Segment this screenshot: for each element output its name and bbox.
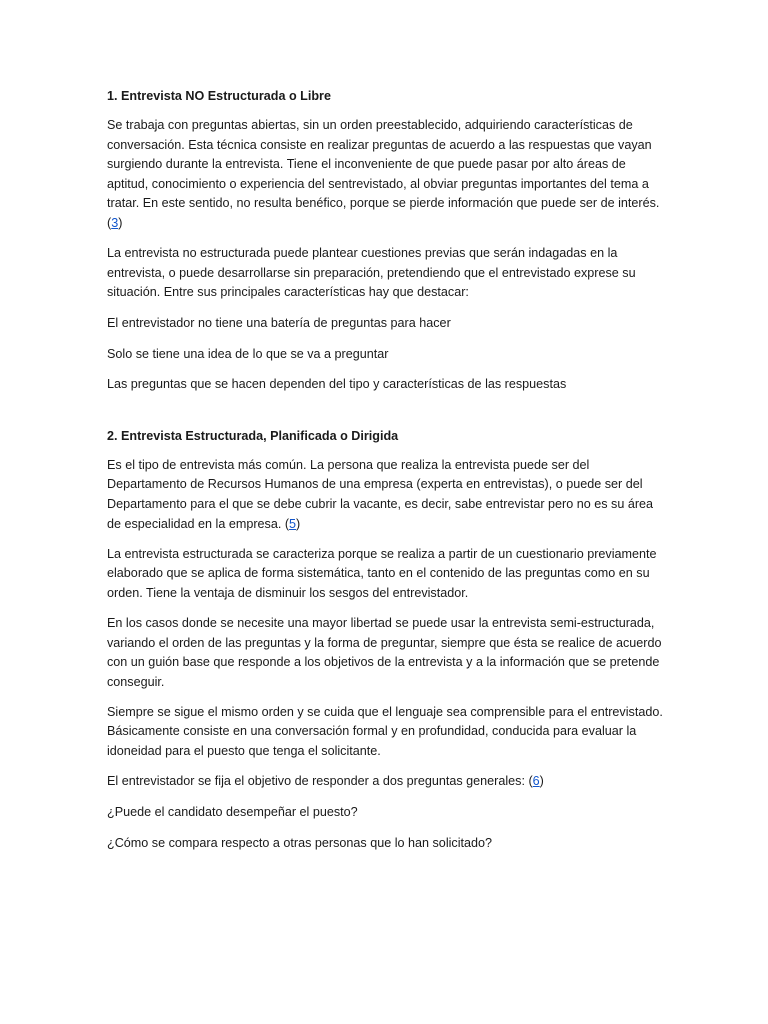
question-2: ¿Cómo se compara respecto a otras personas que lo han solicitado? (107, 835, 493, 850)
question-1: ¿Puede el candidato desempeñar el puesto? (107, 805, 358, 820)
document-body (107, 86, 667, 863)
section-2-paragraph-3: En los casos donde se necesite una mayor libertad se puede usar la entrevista semi-estructurada, variando el orden de las preguntas y la forma de preguntar, siempre que ésta se realice de acuerdo con un guión base que responde a los objetivos de la entrevista y a la información que se pretende conseguir. (107, 616, 662, 689)
section-2-paragraph-2: La entrevista estructurada se caracteriza porque se realiza a partir de un cuestionario previamente elaborado que se aplica de forma sistemática, tanto en el contenido de las preguntas como en su orden. Tiene la ventaja de disminuir los sesgos del entrevistador. (107, 546, 657, 600)
section-2-paragraph-1-tail: ) (296, 516, 301, 531)
citation-link-3[interactable]: 3 (111, 215, 119, 230)
section-1-item-2: Solo se tiene una idea de lo que se va a preguntar (107, 346, 389, 361)
citation-link-6[interactable]: 6 (532, 774, 540, 789)
section-2-paragraph-4: Siempre se sigue el mismo orden y se cuida que el lenguaje sea comprensible para el entrevistado. Básicamente consiste en una conversación formal y en profundidad, conducida para evaluar la idoneidad para el puesto que tenga el solicitante. (107, 704, 663, 759)
section-1-paragraph-1-tail: ) (118, 215, 123, 230)
section-2-paragraph-1-text: Es el tipo de entrevista más común. La persona que realiza la entrevista puede ser del Departamento de Recursos Humanos de una empresa (experta en entrevistas), o puede ser del Departamento para el que se debe cubrir la vacante, es decir, sabe entrevistar pero no es su área de especialidad en la empresa. ( (107, 457, 654, 531)
citation-link-5[interactable]: 5 (289, 516, 297, 531)
section-2-paragraph-5 (107, 772, 667, 792)
section-1-item-3: Las preguntas que se hacen dependen del tipo y características de las respuestas (107, 377, 567, 392)
section-2-paragraph-5-tail: ) (539, 774, 544, 789)
section-2-paragraph-1 (107, 456, 667, 534)
section-1-paragraph-2: La entrevista no estructurada puede plantear cuestiones previas que serán indagadas en la entrevista, o puede desarrollarse sin preparación, pretendiendo que el entrevistado exprese su situación. Entre sus principales características hay que destacar: (107, 246, 636, 300)
section-2-heading: 2. Entrevista Estructurada, Planificada o Dirigida (107, 428, 399, 443)
section-1-heading: 1. Entrevista NO Estructurada o Libre (107, 89, 331, 103)
section-2-paragraph-5-text: El entrevistador se fija el objetivo de responder a dos preguntas generales: ( (107, 774, 533, 789)
section-1-paragraph-1 (107, 116, 667, 234)
section-spacer (107, 405, 667, 426)
section-1-paragraph-1-text: Se trabaja con preguntas abiertas, sin un orden preestablecido, adquiriendo características de conversación. Esta técnica consiste en realizar preguntas de acuerdo a las respuestas que vayan surgiendo durante la entrevista. Tiene el inconveniente de que puede pasar por alto áreas de aptitud, conocimiento o experiencia del sentrevistado, al obviar preguntas importantes del tema a tratar. En este sentido, no resulta benéfico, porque se pierde información que puede ser de interés. ( (107, 118, 660, 230)
section-1-item-1: El entrevistador no tiene una batería de preguntas para hacer (107, 316, 451, 331)
